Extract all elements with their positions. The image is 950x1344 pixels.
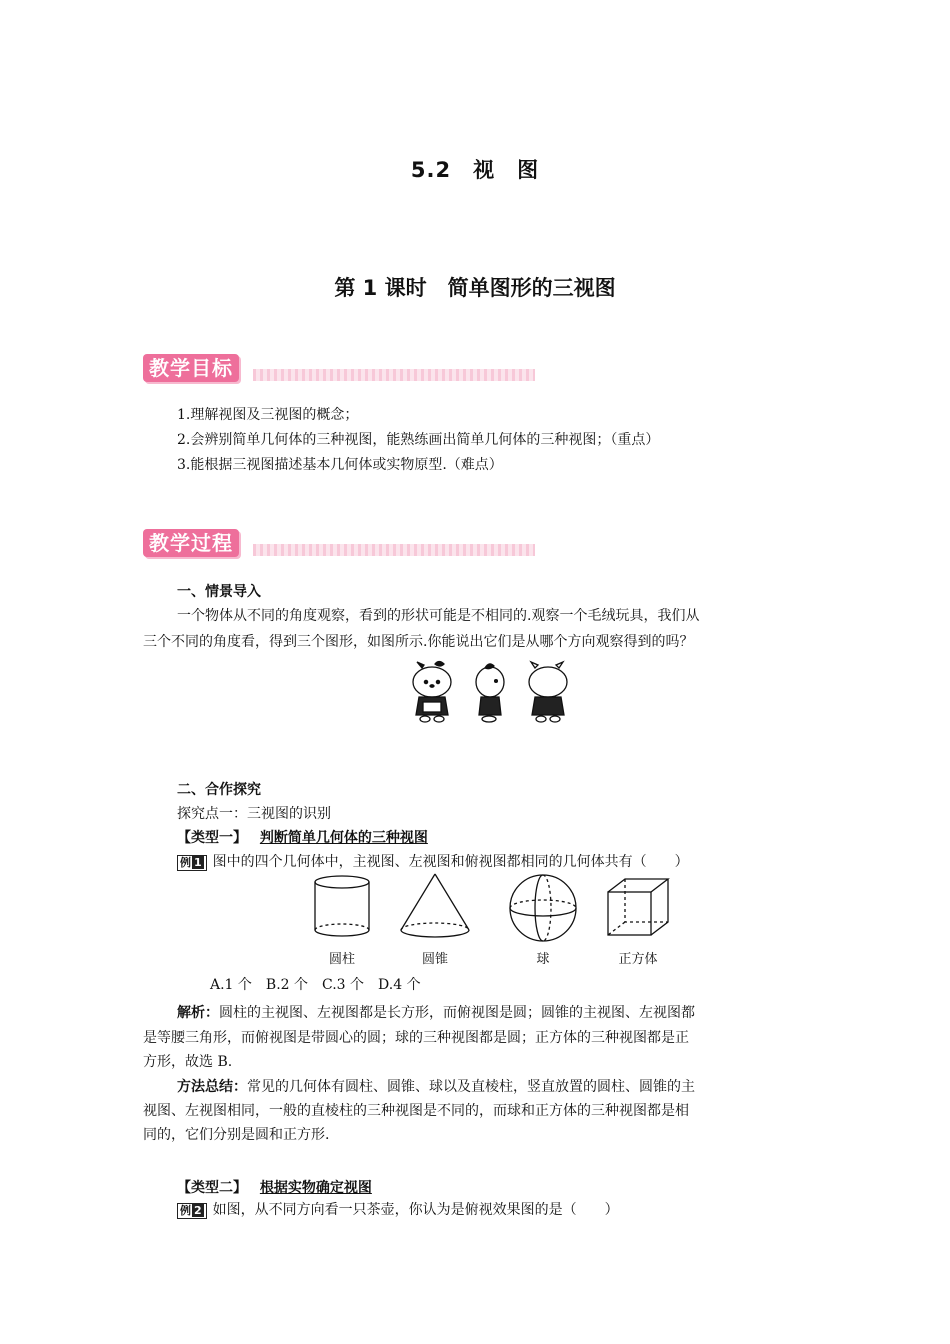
analysis-line: 方形，故选 B. xyxy=(143,1054,233,1070)
shape-label-cylinder: 圆柱 xyxy=(328,952,355,967)
analysis-label: 解析： xyxy=(177,1005,219,1021)
part2-heading: 二、合作探究 xyxy=(177,782,261,798)
banner-decoration xyxy=(253,369,535,381)
summary-label: 方法总结： xyxy=(177,1079,247,1095)
goals-banner xyxy=(143,354,535,384)
type2-heading xyxy=(177,1178,372,1198)
analysis-line: 是等腰三角形，而俯视图是带圆心的圆；球的三种视图都是圆；正方体的三种视图都是正 xyxy=(143,1030,689,1046)
goal-item: 3.能根据三视图描述基本几何体或实物原型.（难点） xyxy=(177,457,503,473)
type2-bracket: 【类型二】 xyxy=(177,1180,247,1196)
part1-heading: 一、情景导入 xyxy=(177,584,261,600)
plush-toy-figure xyxy=(405,660,575,724)
sphere-shape xyxy=(510,875,576,941)
summary-line: 方法总结：常见的几何体有圆柱、圆锥、球以及直棱柱，竖直放置的圆柱、圆锥的主 xyxy=(177,1079,695,1095)
cube-shape xyxy=(608,879,668,935)
shape-label-sphere: 球 xyxy=(536,952,550,967)
example-badge: 例 2 xyxy=(177,1203,207,1219)
lesson-title: 第 1 课时 简单图形的三视图 xyxy=(334,276,616,300)
process-banner-label: 教学过程 xyxy=(143,529,239,557)
section-title: 5.2 视 图 xyxy=(410,158,540,182)
geometry-shapes-figure xyxy=(305,872,675,944)
cylinder-shape xyxy=(315,876,369,936)
shape-label-cube: 正方体 xyxy=(618,952,658,967)
cone-shape xyxy=(401,874,469,937)
banner-decoration xyxy=(253,544,535,556)
example1-question xyxy=(177,852,689,872)
example1-options: A.1 个 B.2 个 C.3 个 D.4 个 xyxy=(210,977,421,993)
example2-question xyxy=(177,1200,619,1220)
goals-banner-label: 教学目标 xyxy=(143,354,239,382)
part1-paragraph-line: 三个不同的角度看，得到三个图形，如图所示.你能说出它们是从哪个方向观察得到的吗？ xyxy=(143,634,694,650)
type1-bracket: 【类型一】 xyxy=(177,830,247,846)
example2-question-text: 如图，从不同方向看一只茶壶，你认为是俯视效果图的是（ ） xyxy=(212,1202,619,1218)
toy-back-view xyxy=(529,662,567,722)
explore-point: 探究点一：三视图的识别 xyxy=(177,806,331,822)
type1-title: 判断简单几何体的三种视图 xyxy=(259,830,428,846)
toy-front-view xyxy=(413,662,451,723)
summary-line: 视图、左视图相同，一般的直棱柱的三种视图是不同的，而球和正方体的三种视图都是相 xyxy=(143,1103,689,1119)
analysis-line: 解析：圆柱的主视图、左视图都是长方形，而俯视图是圆；圆锥的主视图、左视图都 xyxy=(177,1005,695,1021)
shape-label-cone: 圆锥 xyxy=(421,952,448,967)
type1-heading xyxy=(177,828,428,848)
goal-item: 1.理解视图及三视图的概念； xyxy=(177,407,359,423)
example1-question-text: 图中的四个几何体中，主视图、左视图和俯视图都相同的几何体共有（ ） xyxy=(212,854,689,870)
summary-line: 同的，它们分别是圆和正方形. xyxy=(143,1127,330,1143)
part1-paragraph-line: 一个物体从不同的角度观察，看到的形状可能是不相同的.观察一个毛绒玩具，我们从 xyxy=(177,608,700,624)
type2-title: 根据实物确定视图 xyxy=(259,1180,372,1196)
toy-side-view xyxy=(476,664,504,722)
goal-item: 2.会辨别简单几何体的三种视图，能熟练画出简单几何体的三种视图；（重点） xyxy=(177,432,660,448)
example-badge: 例 1 xyxy=(177,855,207,871)
process-banner xyxy=(143,529,535,559)
